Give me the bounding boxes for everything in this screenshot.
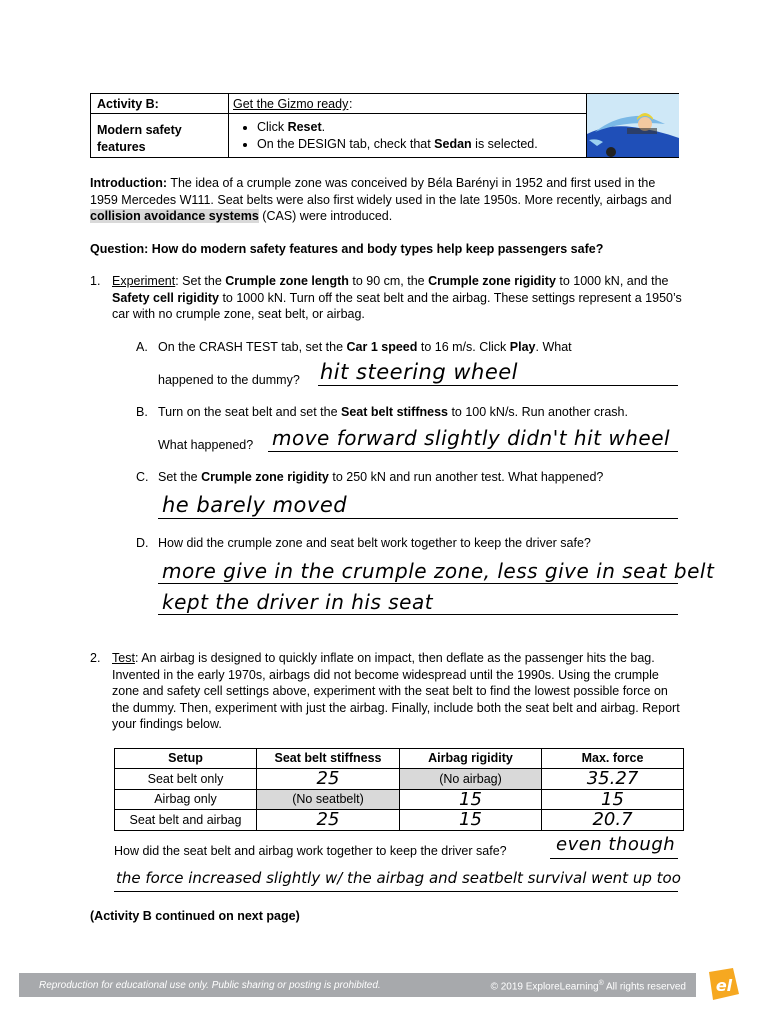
question-1c: C. Set the Crumple zone rigidity to 250 kN and run another test. What happened?	[136, 470, 604, 484]
handwritten-answer-2a: even though	[556, 834, 676, 855]
continued-note: (Activity B continued on next page)	[90, 909, 300, 923]
handwritten-answer-a: hit steering wheel	[320, 360, 519, 384]
activity-header-box	[90, 93, 679, 158]
question-1b: B. Turn on the seat belt and set the Seat belt stiffness to 100 kN/s. Run another crash. What happened?	[136, 405, 628, 452]
table-row: Seat belt and airbag 25 15 20.7	[115, 810, 684, 831]
header-seatbelt-stiffness: Seat belt stiffness	[257, 749, 400, 769]
explorelearning-logo	[703, 964, 743, 1004]
copyright: © 2019 ExploreLearning® All rights reserved	[490, 980, 686, 993]
results-table	[114, 748, 684, 831]
question-1-text: Experiment: Set the Crumple zone length to 90 cm, the Crumple zone rigidity to 1000 kN, and the Safety cell rigidity to 1000 kN. Turn off the seat belt and the airbag. These settings represent a 1950’s car with no crumple zone, seat belt, or airbag.	[112, 274, 682, 321]
answer-line-d2[interactable]	[158, 614, 678, 615]
answer-line-a[interactable]	[318, 385, 678, 386]
answer-line-2b[interactable]	[114, 891, 678, 892]
header-setup: Setup	[115, 749, 257, 769]
setup-item-sedan: • On the DESIGN tab, check that Sedan is selected.	[257, 136, 538, 153]
question-2-followup: How did the seat belt and airbag work together to keep the driver safe?	[114, 844, 507, 858]
svg-text:el: el	[715, 976, 733, 995]
main-question: Question: How do modern safety features and body types help keep passengers safe?	[90, 242, 604, 256]
activity-label-cell	[91, 94, 229, 157]
question-1: 1. Experiment: Set the Crumple zone length to 90 cm, the Crumple zone rigidity to 1000 kN, and the Safety cell rigidity to 1000 kN. Turn off the seat belt and the airbag. These settings represent a 1950’s car with no crumple zone, seat belt, or airbag.	[90, 274, 682, 321]
header-airbag-rigidity: Airbag rigidity	[400, 749, 542, 769]
header-max-force: Max. force	[542, 749, 684, 769]
handwritten-answer-d2: kept the driver in his seat	[162, 590, 434, 614]
reproduction-notice: Reproduction for educational use only. Public sharing or posting is prohibited.	[39, 980, 381, 991]
table-row: Seat belt only 25 (No airbag) 35.27	[115, 769, 684, 790]
question-1d: D. How did the crumple zone and seat belt work together to keep the driver safe?	[136, 536, 591, 550]
answer-line-d1[interactable]	[158, 583, 678, 584]
setup-item-reset: • Click Reset.	[257, 119, 538, 136]
answer-line-c[interactable]	[158, 518, 678, 519]
activity-title: Modern safety features	[97, 123, 182, 154]
handwritten-answer-c: he barely moved	[162, 493, 348, 517]
table-header-row	[115, 749, 684, 769]
answer-line-2a[interactable]	[550, 858, 678, 859]
handwritten-answer-b: move forward slightly didn't hit wheel	[272, 426, 671, 450]
question-1a: A. On the CRASH TEST tab, set the Car 1 speed to 16 m/s. Click Play. What happened to the dummy?	[136, 340, 572, 387]
introduction: Introduction: The idea of a crumple zone was conceived by Béla Barényi in 1952 and first used in the 1959 Mercedes W111. Seat belts were also first widely used in the late 1950s. More recently, airbags and collision avoidance systems (CAS) were introduced.	[90, 176, 672, 223]
handwritten-answer-2b: the force increased slightly w/ the airbag and seatbelt survival went up too	[116, 869, 681, 887]
footer-bar	[19, 973, 696, 997]
question-2: 2. Test: An airbag is designed to quickly inflate on impact, then deflate as the passenger hits the bag. Invented in the early 1970s, airbags did not become widespread until the 1990s. Using the crumple zone and safety cell settings above, experiment with the seat belt to find the lowest possible force on the dummy. Then, experiment with just the airbag. Finally, include both the seat belt and airbag. Report your findings below.	[90, 651, 680, 731]
get-ready-label: Get the Gizmo ready	[233, 97, 349, 111]
table-row: Airbag only (No seatbelt) 15 15	[115, 789, 684, 810]
car-illustration	[587, 94, 679, 157]
answer-line-b[interactable]	[268, 451, 678, 452]
setup-list	[229, 119, 538, 153]
gizmo-setup-cell: Get the Gizmo ready : • Click Reset. • On the DESIGN tab, check that Sedan is selected.	[229, 94, 587, 157]
highlighted-term: collision avoidance systems	[90, 209, 259, 223]
activity-label: Activity B:	[97, 97, 159, 111]
handwritten-answer-d1: more give in the crumple zone, less give in seat belt	[162, 559, 715, 583]
